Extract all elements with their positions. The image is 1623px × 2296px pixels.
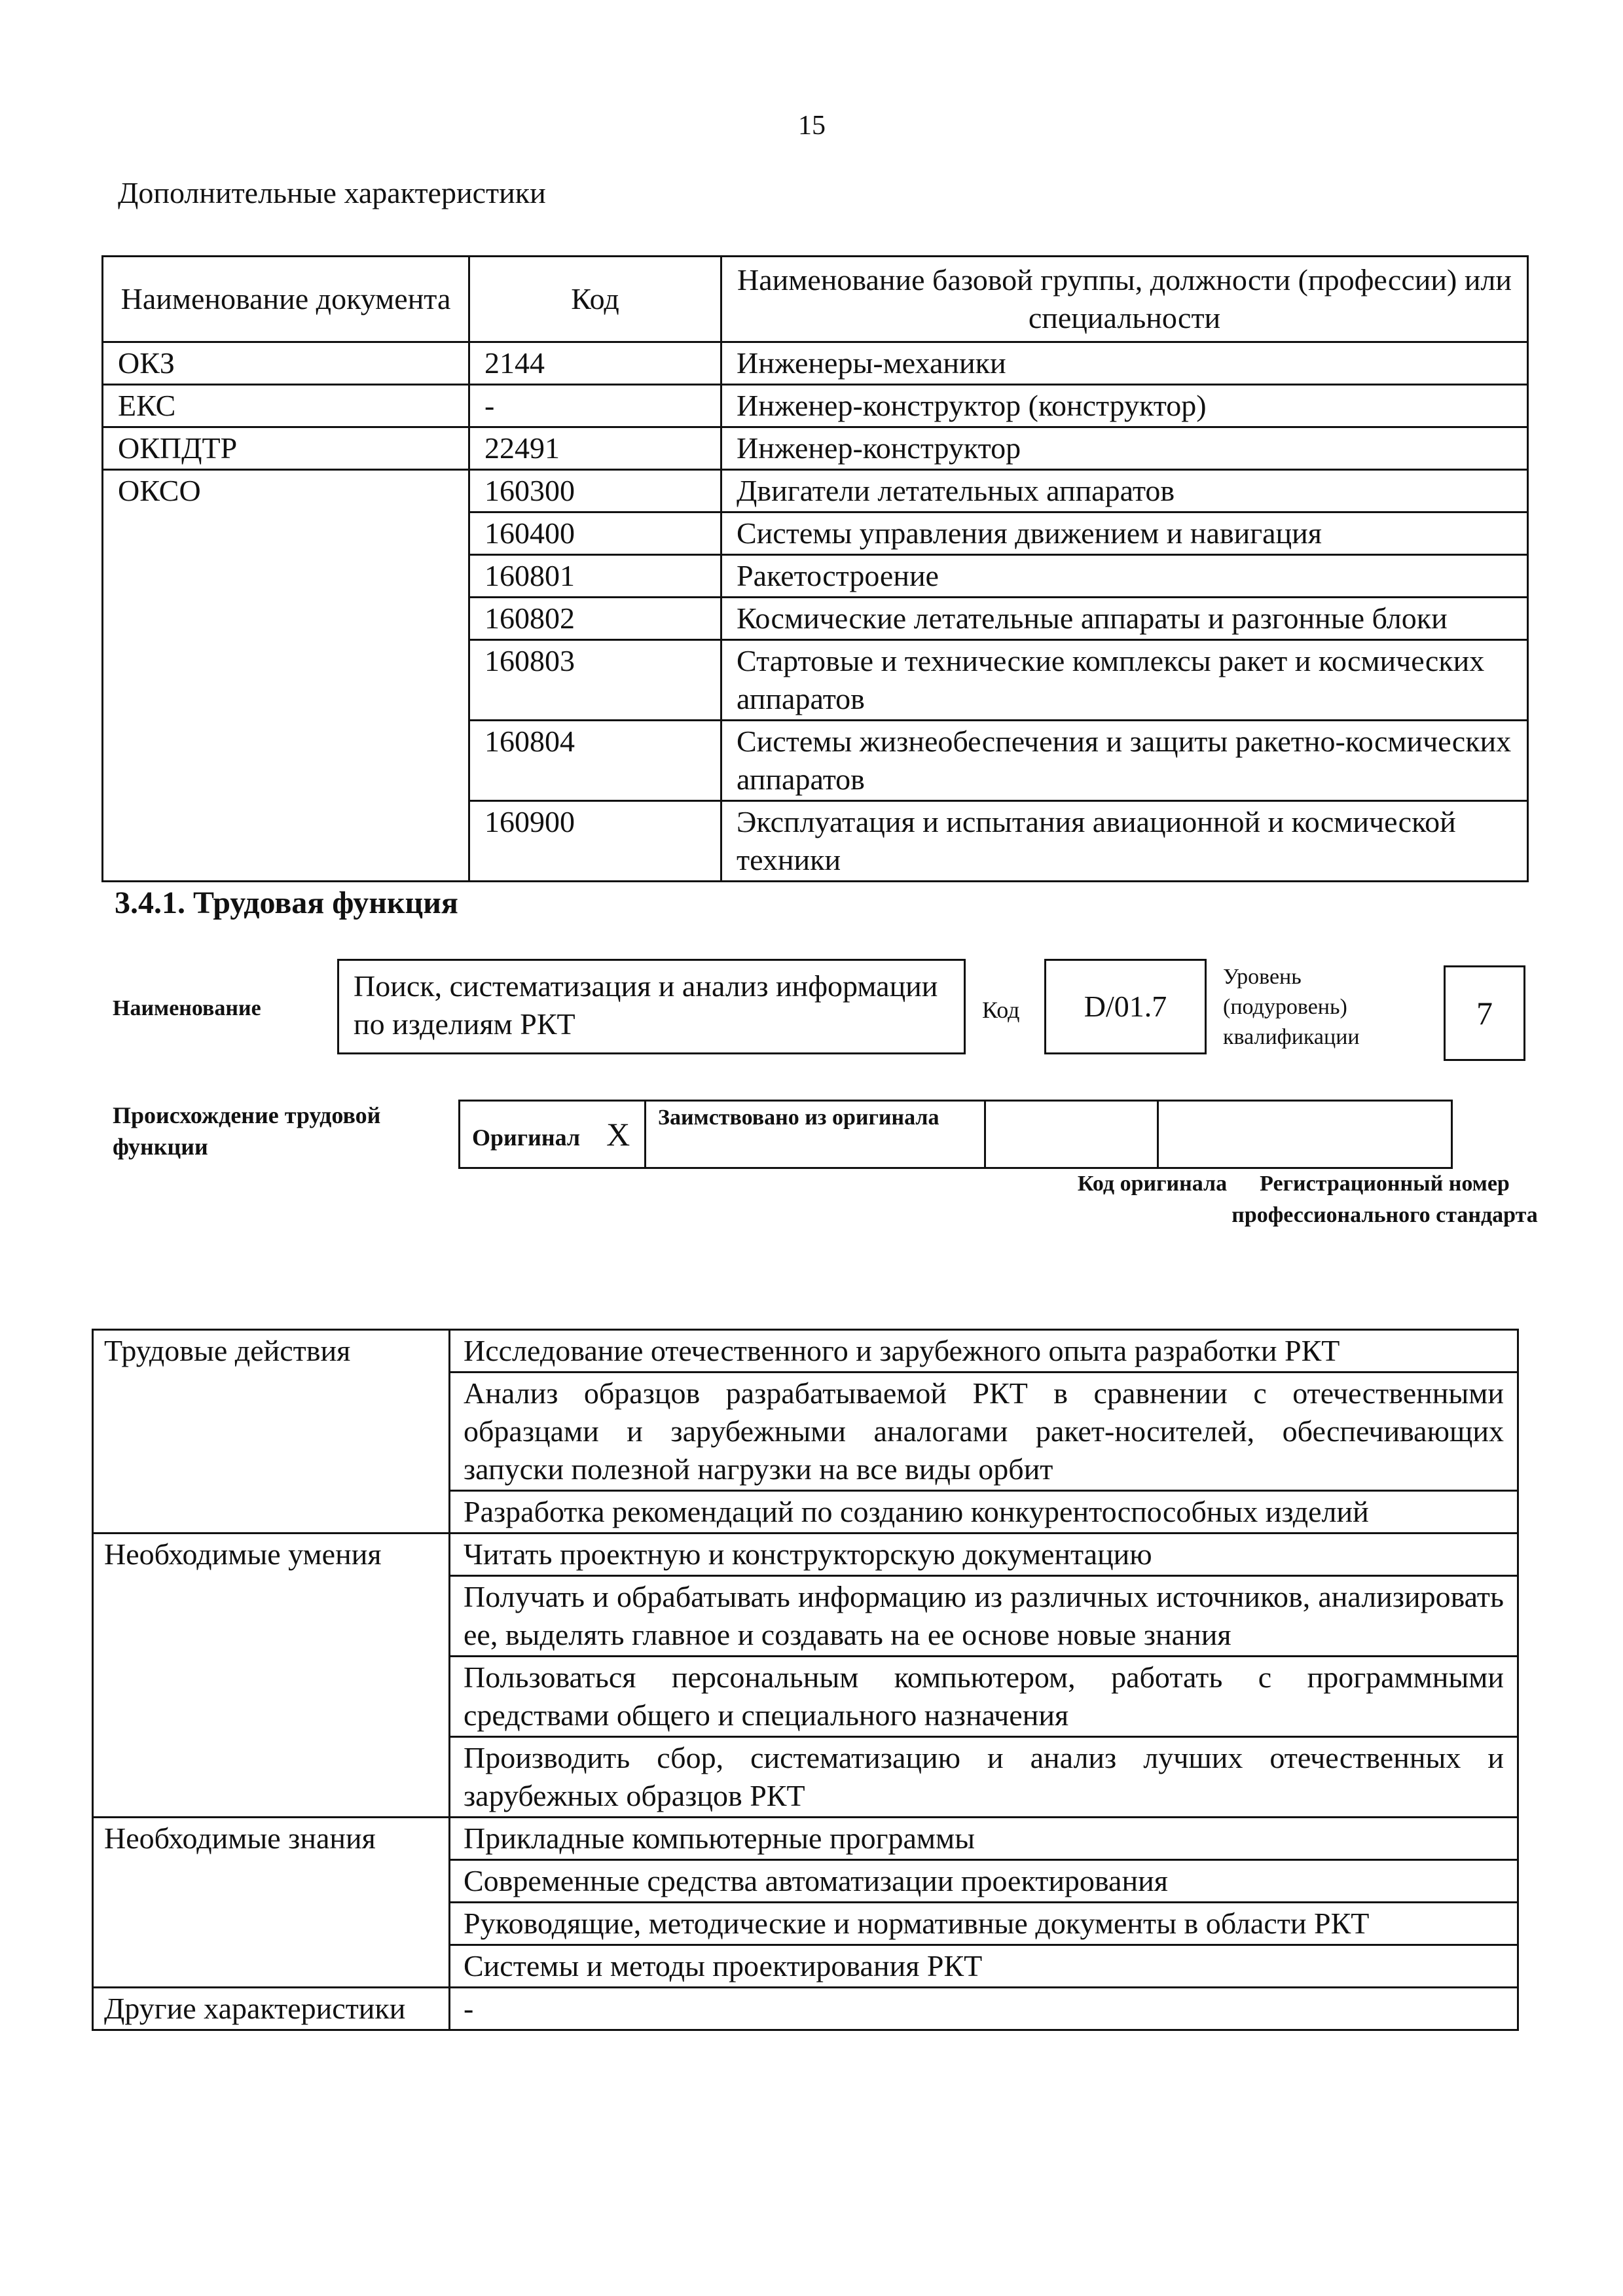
table-row (93, 1491, 1518, 1534)
cell-category (93, 1491, 450, 1534)
cell-item: Разработка рекомендаций по созданию конкурентоспособных изделий (450, 1491, 1518, 1534)
table-row (93, 1988, 1518, 2030)
cell-document (103, 640, 469, 721)
function-details-table (92, 1329, 1519, 2031)
additional-characteristics-table (101, 255, 1529, 882)
function-code-value: D/01.7 (1044, 959, 1207, 1054)
table-row (103, 427, 1528, 470)
cell-item: Системы и методы проектирования РКТ (450, 1945, 1518, 1988)
registration-number-cell (1158, 1101, 1452, 1168)
table-row (93, 1657, 1518, 1737)
origin-label (113, 1100, 427, 1162)
cell-name: Системы управления движением и навигация (721, 512, 1528, 555)
qualification-level-value: 7 (1444, 965, 1525, 1061)
cell-category: Необходимые знания (93, 1818, 450, 1860)
cell-item: Анализ образцов разрабатываемой РКТ в сравнении с отечественными образцами и зарубежными аналогами ракет-носителей, обеспечивающих запуски полезной нагрузки на все виды орбит (450, 1372, 1518, 1491)
original-cell (460, 1101, 646, 1168)
table-row (103, 721, 1528, 801)
origin-row (460, 1101, 1452, 1168)
table-row (93, 1330, 1518, 1372)
cell-code: 22491 (469, 427, 721, 470)
table-row (103, 640, 1528, 721)
table-row (93, 1534, 1518, 1576)
cell-category (93, 1903, 450, 1945)
cell-document (103, 555, 469, 598)
table-row (93, 1818, 1518, 1860)
table-row (93, 1903, 1518, 1945)
additional-characteristics-body (103, 342, 1528, 882)
labor-function-heading: 3.4.1. Трудовая функция (115, 886, 458, 920)
cell-code: 160803 (469, 640, 721, 721)
cell-item: Производить сбор, систематизацию и анализ лучших отечественных и зарубежных образцов РКТ (450, 1737, 1518, 1818)
column-header-name: Наименование базовой группы, должности (профессии) или специальности (721, 257, 1528, 342)
cell-document: ОКСО (103, 470, 469, 512)
borrowed-cell: Заимствовано из оригинала (646, 1101, 985, 1168)
origin-label-text: Происхождение трудовой функции (113, 1102, 381, 1160)
table-row (103, 512, 1528, 555)
cell-item: Пользоваться персональным компьютером, работать с программными средствами общего и специального назначения (450, 1657, 1518, 1737)
table-row (93, 1945, 1518, 1988)
cell-item: Современные средства автоматизации проектирования (450, 1860, 1518, 1903)
cell-code: 2144 (469, 342, 721, 385)
cell-name: Эксплуатация и испытания авиационной и космической техники (721, 801, 1528, 882)
cell-item: Руководящие, методические и нормативные документы в области РКТ (450, 1903, 1518, 1945)
cell-code: 160804 (469, 721, 721, 801)
cell-document (103, 801, 469, 882)
function-name-label: Наименование (113, 996, 261, 1020)
original-code-cell (985, 1101, 1158, 1168)
table-row (103, 385, 1528, 427)
cell-category: Другие характеристики (93, 1988, 450, 2030)
table-header-row (103, 257, 1528, 342)
original-code-caption: Код оригинала (1077, 1172, 1228, 1196)
table-row (103, 801, 1528, 882)
function-code-label: Код (982, 997, 1020, 1023)
cell-document: ОКЗ (103, 342, 469, 385)
cell-category (93, 1576, 450, 1657)
cell-name: Космические летательные аппараты и разгонные блоки (721, 598, 1528, 640)
column-header-document: Наименование документа (103, 257, 469, 342)
cell-name: Инженер-конструктор (721, 427, 1528, 470)
cell-code: - (469, 385, 721, 427)
table-row (103, 555, 1528, 598)
function-name-value: Поиск, систематизация и анализ информации по изделиям РКТ (337, 959, 966, 1054)
table-row (93, 1860, 1518, 1903)
cell-document: ОКПДТР (103, 427, 469, 470)
cell-item: Читать проектную и конструкторскую документацию (450, 1534, 1518, 1576)
cell-name: Стартовые и технические комплексы ракет и космических аппаратов (721, 640, 1528, 721)
page-number: 15 (798, 111, 826, 141)
table-row (93, 1737, 1518, 1818)
cell-name: Системы жизнеобеспечения и защиты ракетно-космических аппаратов (721, 721, 1528, 801)
origin-table (458, 1100, 1453, 1169)
column-header-code: Код (469, 257, 721, 342)
original-label: Оригинал (472, 1124, 581, 1151)
original-mark: X (606, 1116, 630, 1153)
qualification-level-label (1223, 962, 1419, 1052)
cell-code: 160400 (469, 512, 721, 555)
cell-name: Инженер-конструктор (конструктор) (721, 385, 1528, 427)
cell-item: Исследование отечественного и зарубежного опыта разработки РКТ (450, 1330, 1518, 1372)
cell-category (93, 1737, 450, 1818)
cell-code: 160300 (469, 470, 721, 512)
cell-code: 160802 (469, 598, 721, 640)
registration-number-caption: Регистрационный номер профессионального стандарта (1231, 1172, 1538, 1227)
table-row (93, 1372, 1518, 1491)
cell-document: ЕКС (103, 385, 469, 427)
table-row (103, 342, 1528, 385)
cell-name: Инженеры-механики (721, 342, 1528, 385)
cell-code: 160900 (469, 801, 721, 882)
table-row (93, 1576, 1518, 1657)
cell-document (103, 512, 469, 555)
cell-item: Прикладные компьютерные программы (450, 1818, 1518, 1860)
cell-name: Двигатели летательных аппаратов (721, 470, 1528, 512)
table-row (103, 470, 1528, 512)
section-heading: Дополнительные характеристики (118, 176, 546, 209)
cell-item: Получать и обрабатывать информацию из различных источников, анализировать ее, выделять главное и создавать на ее основе новые знания (450, 1576, 1518, 1657)
cell-category: Необходимые умения (93, 1534, 450, 1576)
cell-category (93, 1860, 450, 1903)
cell-category (93, 1372, 450, 1491)
cell-code: 160801 (469, 555, 721, 598)
cell-category (93, 1657, 450, 1737)
cell-document (103, 598, 469, 640)
cell-item: - (450, 1988, 1518, 2030)
qualification-level-text: Уровень (подуровень) квалификации (1223, 965, 1360, 1049)
cell-name: Ракетостроение (721, 555, 1528, 598)
cell-category: Трудовые действия (93, 1330, 450, 1372)
cell-document (103, 721, 469, 801)
cell-category (93, 1945, 450, 1988)
function-details-body (93, 1330, 1518, 2030)
table-row (103, 598, 1528, 640)
